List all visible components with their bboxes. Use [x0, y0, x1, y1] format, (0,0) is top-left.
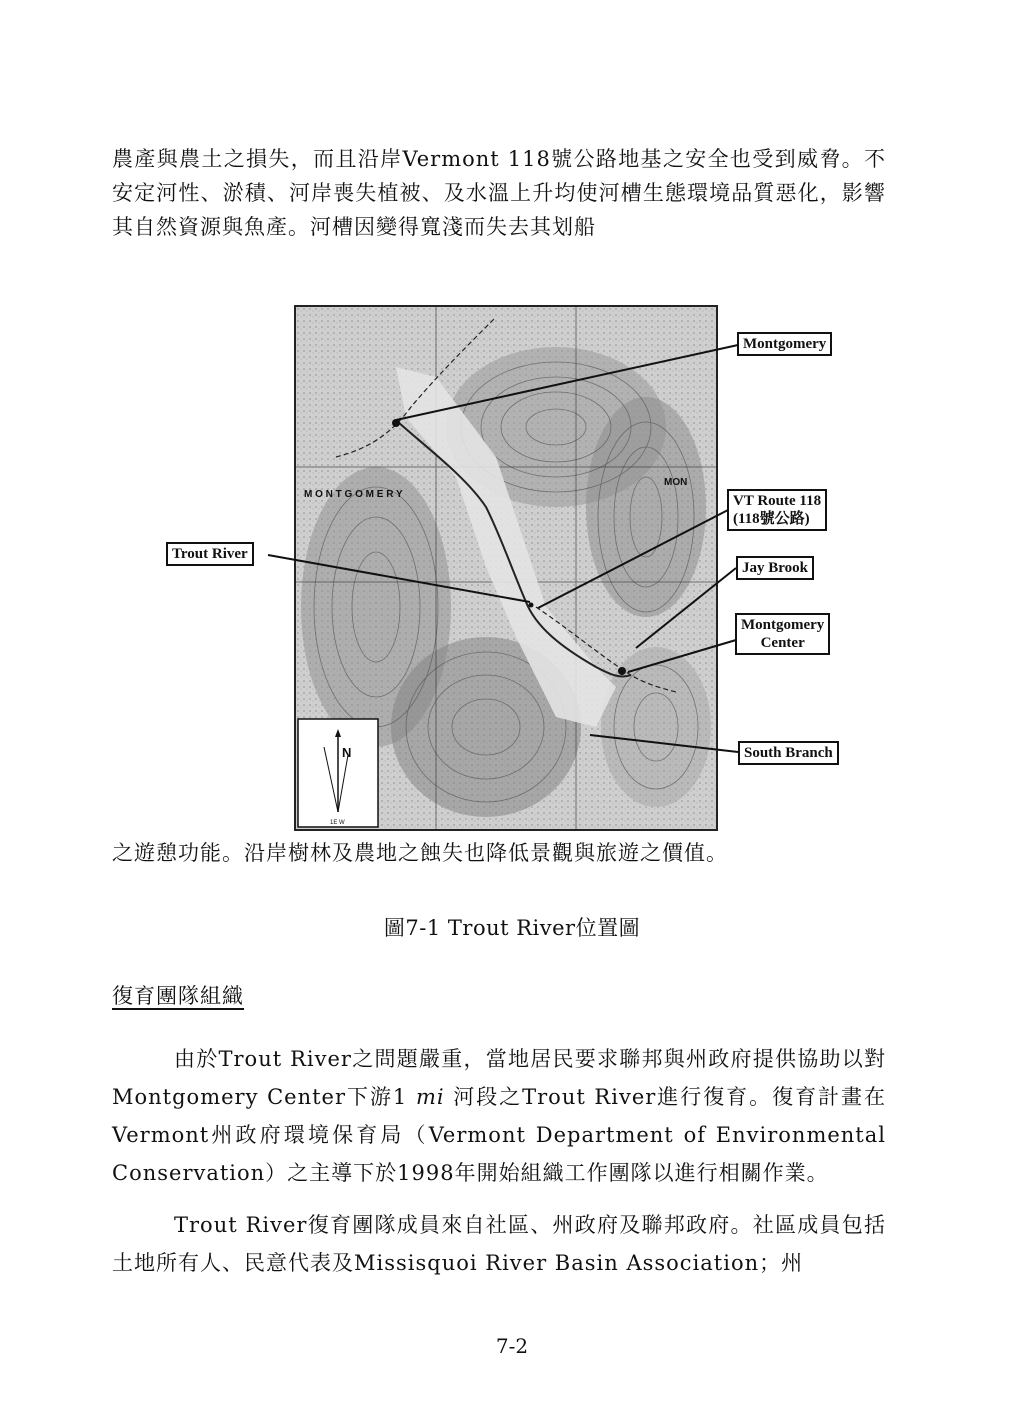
- label-vt-route-118-line1: VT Route 118: [733, 493, 822, 509]
- label-montgomery: Montgomery: [737, 332, 832, 356]
- label-vt-route-118: [727, 489, 827, 531]
- trout-river-location-map: [294, 305, 718, 831]
- label-jay-brook: Jay Brook: [736, 556, 814, 580]
- map-town-name: M O N T G O M E R Y: [304, 489, 403, 500]
- figure-caption: 圖7-1 Trout River位置圖: [383, 916, 641, 940]
- section-paragraph-2: Trout River復育團隊成員來自社區、州政府及聯邦政府。社區成員包括土地所有人、民意代表及Missisquoi River Basin Association；州: [112, 1213, 886, 1275]
- label-trout-river: Trout River: [166, 542, 254, 566]
- page-number: 7-2: [495, 1334, 529, 1358]
- north-arrow-letter: N: [342, 745, 352, 760]
- section-paragraph-1-part2: 河段之Trout River進行復育。復育計畫在Vermont州政府環境保育局（Vermont Department of Environmental Conservation）之主導下於1998年開始組織工作團隊以進行相關作業。: [112, 1085, 886, 1185]
- label-montgomery-center: [735, 613, 830, 655]
- label-south-branch: South Branch: [738, 741, 839, 765]
- section-paragraph-1-part1: 由於Trout River之問題嚴重，當地居民要求聯邦與州政府提供協助以對Montgomery Center下游1: [112, 1047, 886, 1109]
- topographic-map-image: [296, 307, 716, 829]
- section-heading: 復育團隊組織: [112, 984, 244, 1008]
- paragraph-continued: 農產與農土之損失，而且沿岸Vermont 118號公路地基之安全也受到威脅。不安定河性、淤積、河岸喪失植被、及水溫上升均使河槽生態環境品質惡化，影響其自然資源與魚產。河槽因變得寬淺而失去其划船: [112, 147, 886, 239]
- label-montgomery-center-line1: Montgomery: [741, 617, 825, 633]
- map-corner-text: MON: [664, 477, 688, 488]
- paragraph-continued-end: 之遊憩功能。沿岸樹林及農地之蝕失也降低景觀與旅遊之價值。: [112, 841, 728, 865]
- label-montgomery-center-line2: Center: [760, 635, 805, 651]
- label-vt-route-118-line2: (118號公路): [733, 511, 810, 527]
- unit-mi: mi: [415, 1085, 445, 1109]
- section-paragraph-1: [112, 1040, 886, 1192]
- north-arrow-note: 1E W: [330, 820, 345, 826]
